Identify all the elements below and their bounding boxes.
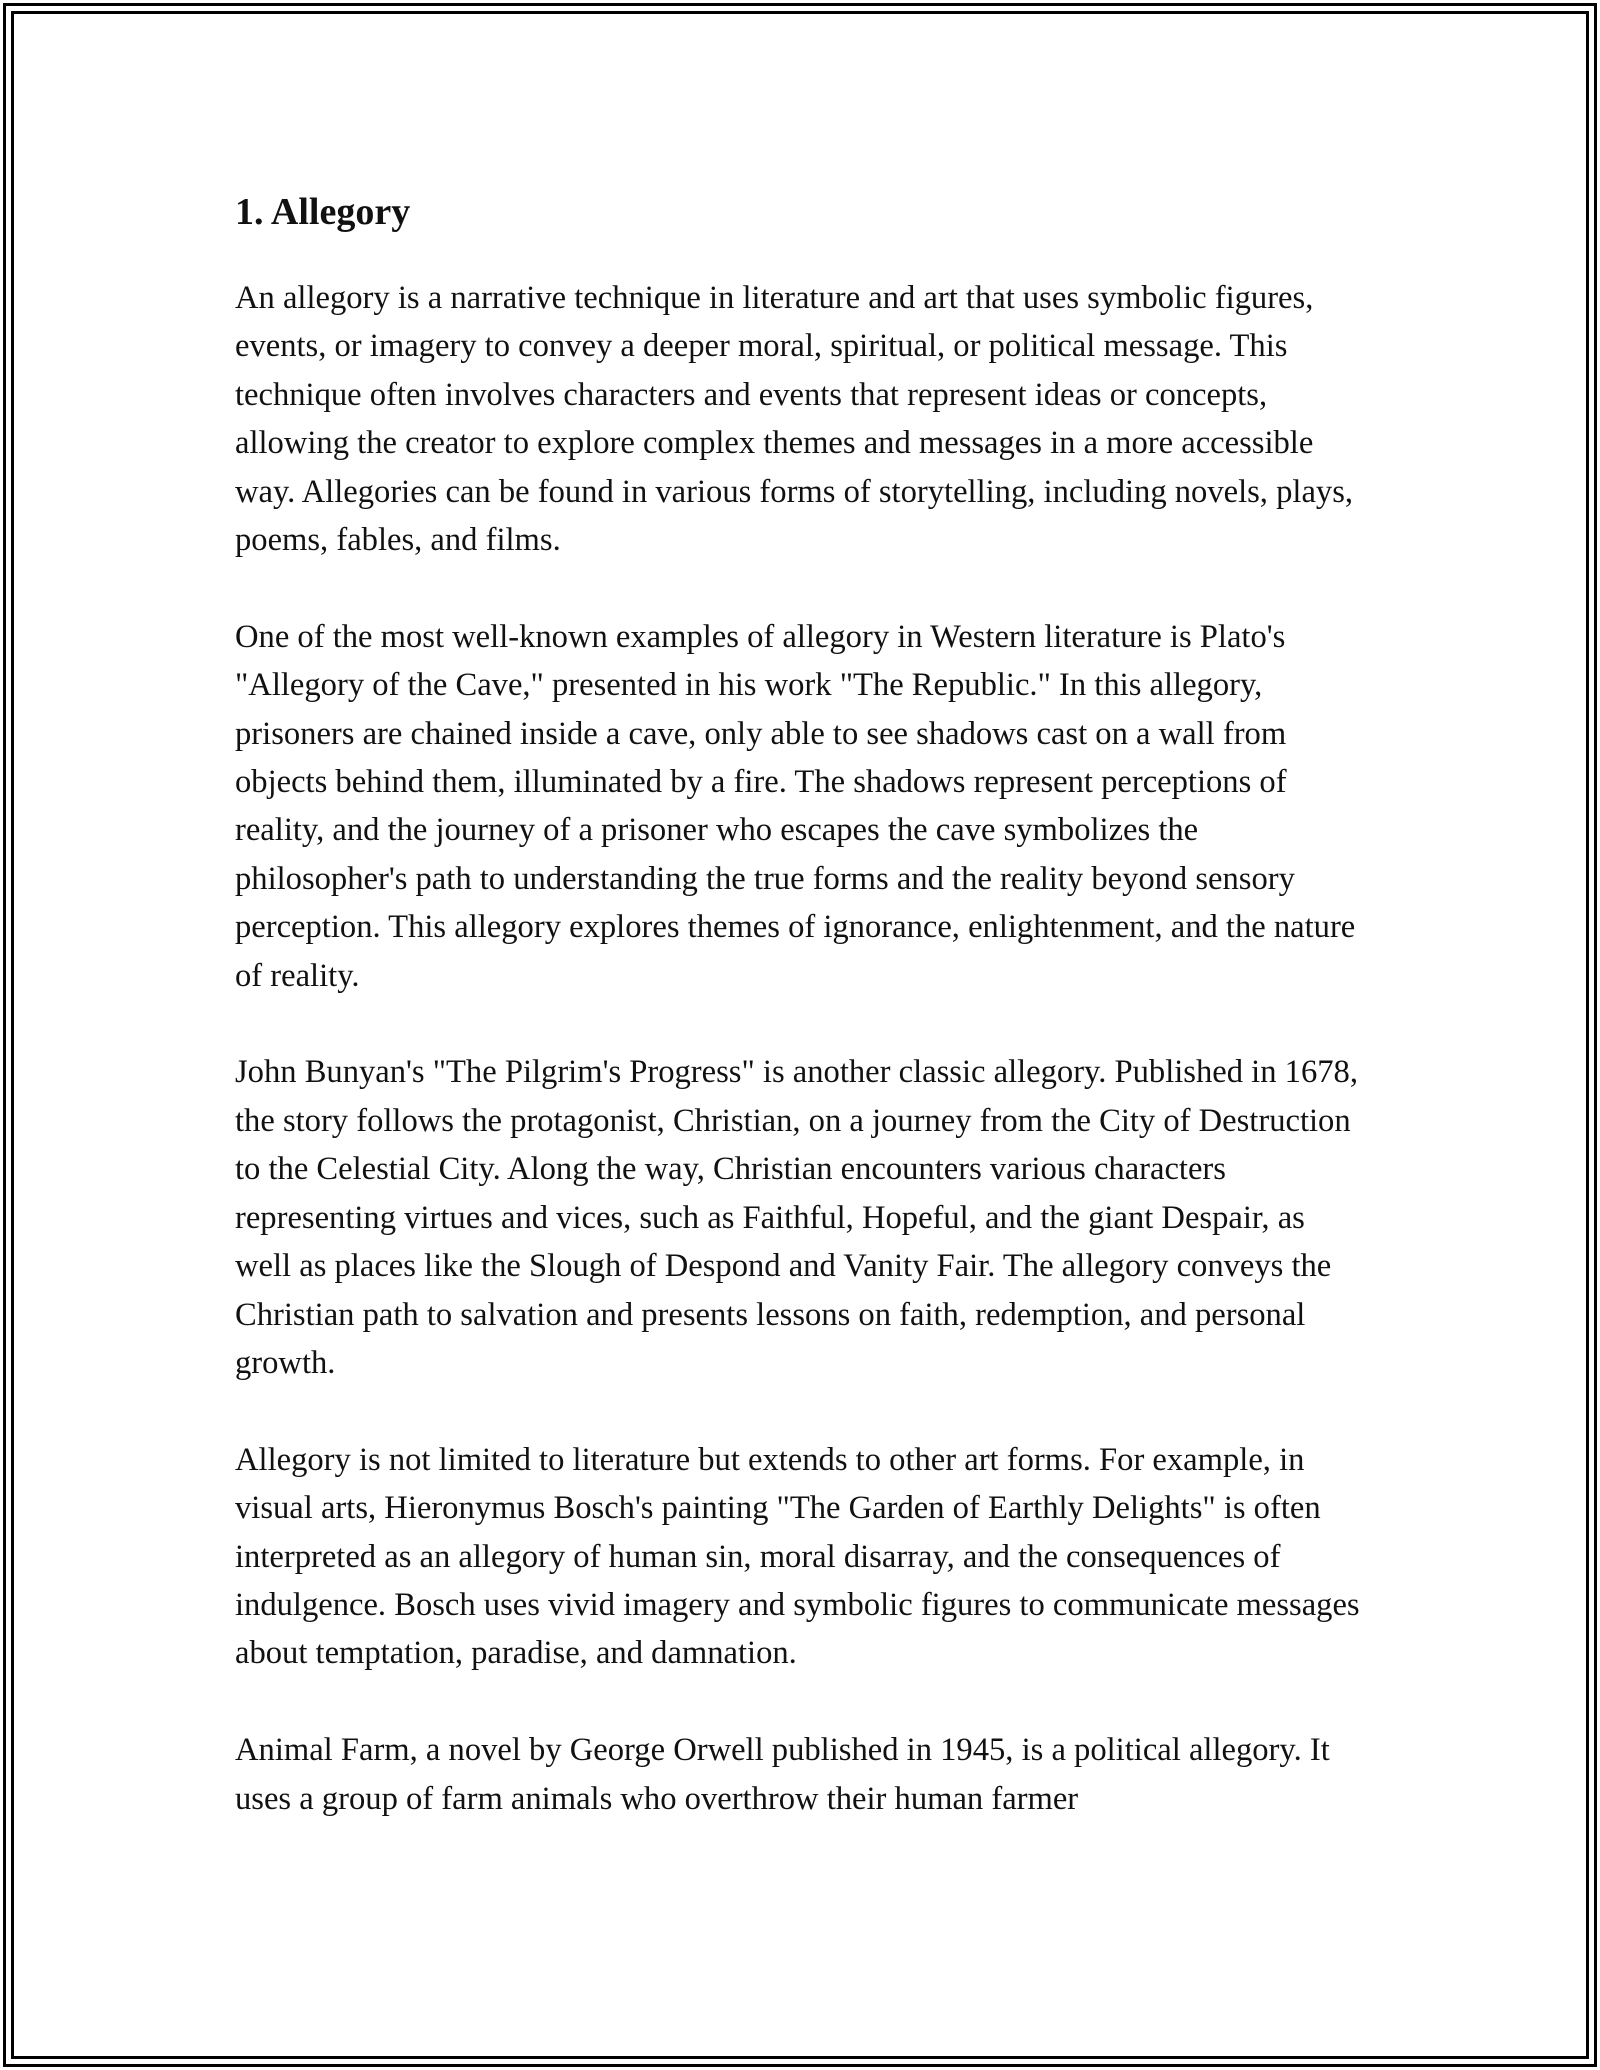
document-body — [235, 186, 1365, 1823]
paragraph-visual-arts: Allegory is not limited to literature but extends to other art forms. For example, in visual arts, Hieronymus Bosch's painting "The Garden of Earthly Delights" is often interpreted as an allegory of human sin, moral disarray, and the consequences of indulgence. Bosch uses vivid imagery and symbolic figures to communicate messages about temptation, paradise, and damnation. — [235, 1441, 1360, 1672]
paragraph-plato-cave: One of the most well-known examples of allegory in Western literature is Plato's "Allegory of the Cave," presented in his work "The Republic." In this allegory, prisoners are chained inside a cave, only able to see shadows cast on a wall from objects behind them, illuminated by a fire. The shadows represent perceptions of reality, and the journey of a prisoner who escapes the cave symbolizes the philosopher's path to understanding the true forms and the reality beyond sensory perception. This allegory explores themes of ignorance, enlightenment, and the nature of reality. — [235, 618, 1356, 994]
section-heading: 1. Allegory — [235, 191, 411, 233]
paragraph-pilgrims-progress: John Bunyan's "The Pilgrim's Progress" is another classic allegory. Published in 1678, the story follows the protagonist, Christian, on a journey from the City of Destruction to the Celestial City. Along the way, Christian encounters various characters representing virtues and vices, such as Faithful, Hopeful, and the giant Despair, as well as places like the Slough of Despond and Vanity Fair. The allegory conveys the Christian path to salvation and presents lessons on faith, redemption, and personal growth. — [235, 1054, 1358, 1381]
paragraph-definition: An allegory is a narrative technique in literature and art that uses symbolic figures, events, or imagery to convey a deeper moral, spiritual, or political message. This technique often involves characters and events that represent ideas or concepts, allowing the creator to explore complex themes and messages in a more accessible way. Allegories can be found in various forms of storytelling, including novels, plays, poems, fables, and films. — [235, 280, 1354, 559]
paragraph-animal-farm: Animal Farm, a novel by George Orwell published in 1945, is a political allegory. It uses a group of farm animals who overthrow their human farmer — [235, 1732, 1330, 1817]
